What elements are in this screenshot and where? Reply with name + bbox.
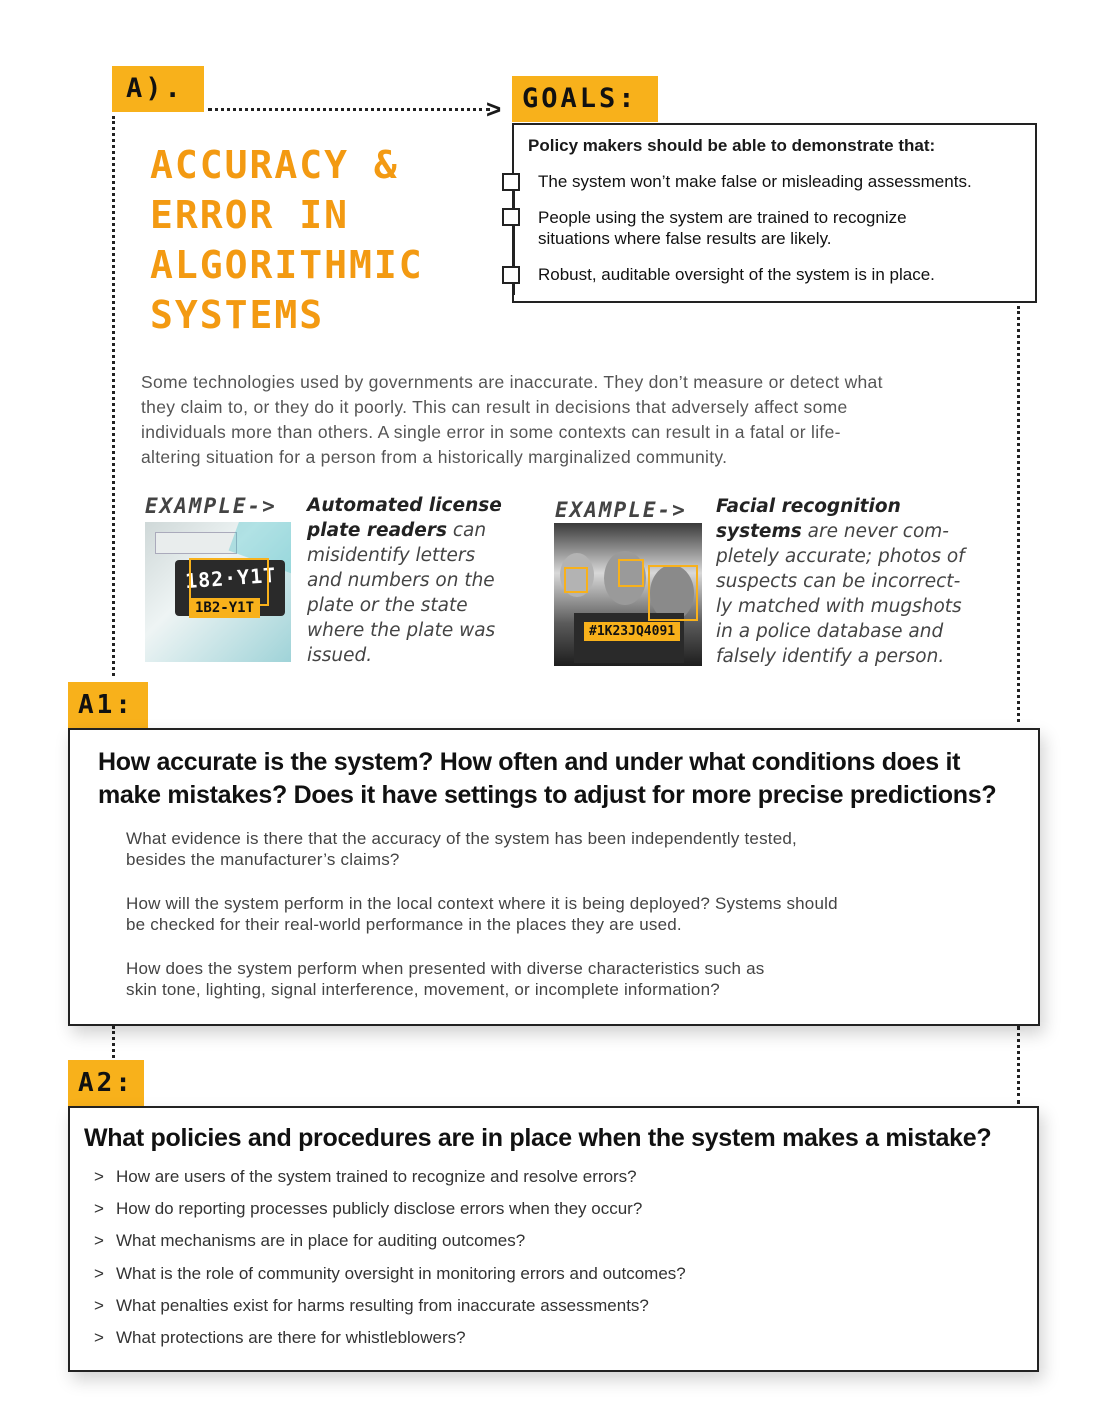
section-tag-a: A).: [112, 66, 204, 112]
chevron-right-icon: >: [94, 1199, 104, 1218]
intro-paragraph: Some technologies used by governments are inaccurate. They don’t measure or detect what they claim to, or they do it poorly. This can result in decisions that adversely affect some individuals more than others. A single error in some contexts can result in a fatal or life- altering situation for a person from a historically marginalized community.: [141, 372, 883, 467]
a2-bullet: > How are users of the system trained to recognize and resolve errors?: [94, 1167, 637, 1186]
goals-heading: Policy makers should be able to demonstrate that:: [528, 136, 936, 155]
goal-item: Robust, auditable oversight of the system is in place.: [538, 264, 1028, 285]
facial-recognition-image: [554, 523, 702, 666]
goals-tag: GOALS:: [512, 76, 658, 122]
checkbox-icon: [502, 266, 520, 284]
arrow-icon: >: [486, 94, 502, 124]
a2-bullet: > What protections are there for whistleblowers?: [94, 1328, 466, 1347]
a2-bullet: > What mechanisms are in place for auditing outcomes?: [94, 1231, 526, 1250]
a2-tag: A2:: [68, 1060, 144, 1106]
example-text: Facial recognition systems are never com- pletely accurate; photos of suspects can be incorrect- ly matched with mugshots in a police database and falsely identify a person.: [716, 496, 965, 667]
face-detection-box: [648, 565, 698, 621]
example-label: EXAMPLE->: [555, 498, 687, 522]
right-dotted-line-2: [1017, 1026, 1020, 1104]
a1-question: How will the system perform in the local context where it is being deployed? Systems should be checked for their real-world performance in the places they are used.: [126, 894, 838, 934]
goal-item: People using the system are trained to recognize situations where false results are likely.: [538, 207, 978, 249]
connector-line: [208, 108, 490, 111]
goal-item: The system won’t make false or misleading assessments.: [538, 171, 1028, 192]
left-dotted-line: [112, 116, 115, 676]
chevron-right-icon: >: [94, 1231, 104, 1250]
plate-text: 182·Y1T: [184, 562, 278, 594]
a2-question-box: [68, 1106, 1039, 1372]
face-match-tag: #1K23JQ4091: [584, 622, 680, 641]
a2-bullet: > What penalties exist for harms resulting from inaccurate assessments?: [94, 1296, 649, 1315]
license-plate-image: [145, 522, 291, 662]
example-label: EXAMPLE->: [145, 494, 277, 518]
right-dotted-line: [1017, 306, 1020, 722]
chevron-right-icon: >: [94, 1264, 104, 1283]
example-text: Automated license plate readers can misidentify letters and numbers on the plate or the state where the plate was issued.: [307, 495, 502, 666]
checkbox-icon: [502, 173, 520, 191]
a1-heading: How accurate is the system? How often and under what conditions does it make mistakes? Does it have settings to adjust for more precise predictions?: [98, 748, 997, 809]
chevron-right-icon: >: [94, 1296, 104, 1315]
face-detection-box: [618, 559, 644, 587]
a2-bullet: > How do reporting processes publicly disclose errors when they occur?: [94, 1199, 643, 1218]
goals-box: [512, 123, 1037, 303]
a2-heading: What policies and procedures are in place when the system makes a mistake?: [84, 1124, 992, 1152]
left-dotted-line-2: [112, 1026, 115, 1058]
plate-detection-tag: 1B2-Y1T: [189, 598, 260, 618]
a1-question: What evidence is there that the accuracy of the system has been independently tested, besides the manufacturer’s claims?: [126, 829, 797, 869]
chevron-right-icon: >: [94, 1167, 104, 1186]
a1-question: How does the system perform when presented with diverse characteristics such as skin tone, lighting, signal interference, movement, or incomplete information?: [126, 959, 765, 999]
page-title: ACCURACY & ERROR IN ALGORITHMIC SYSTEMS: [150, 143, 424, 337]
checkbox-icon: [502, 208, 520, 226]
a1-tag: A1:: [68, 682, 148, 728]
a1-question-box: [68, 728, 1040, 1026]
chevron-right-icon: >: [94, 1328, 104, 1347]
a2-bullet: > What is the role of community oversight in monitoring errors and outcomes?: [94, 1264, 686, 1283]
face-detection-box: [564, 567, 588, 593]
